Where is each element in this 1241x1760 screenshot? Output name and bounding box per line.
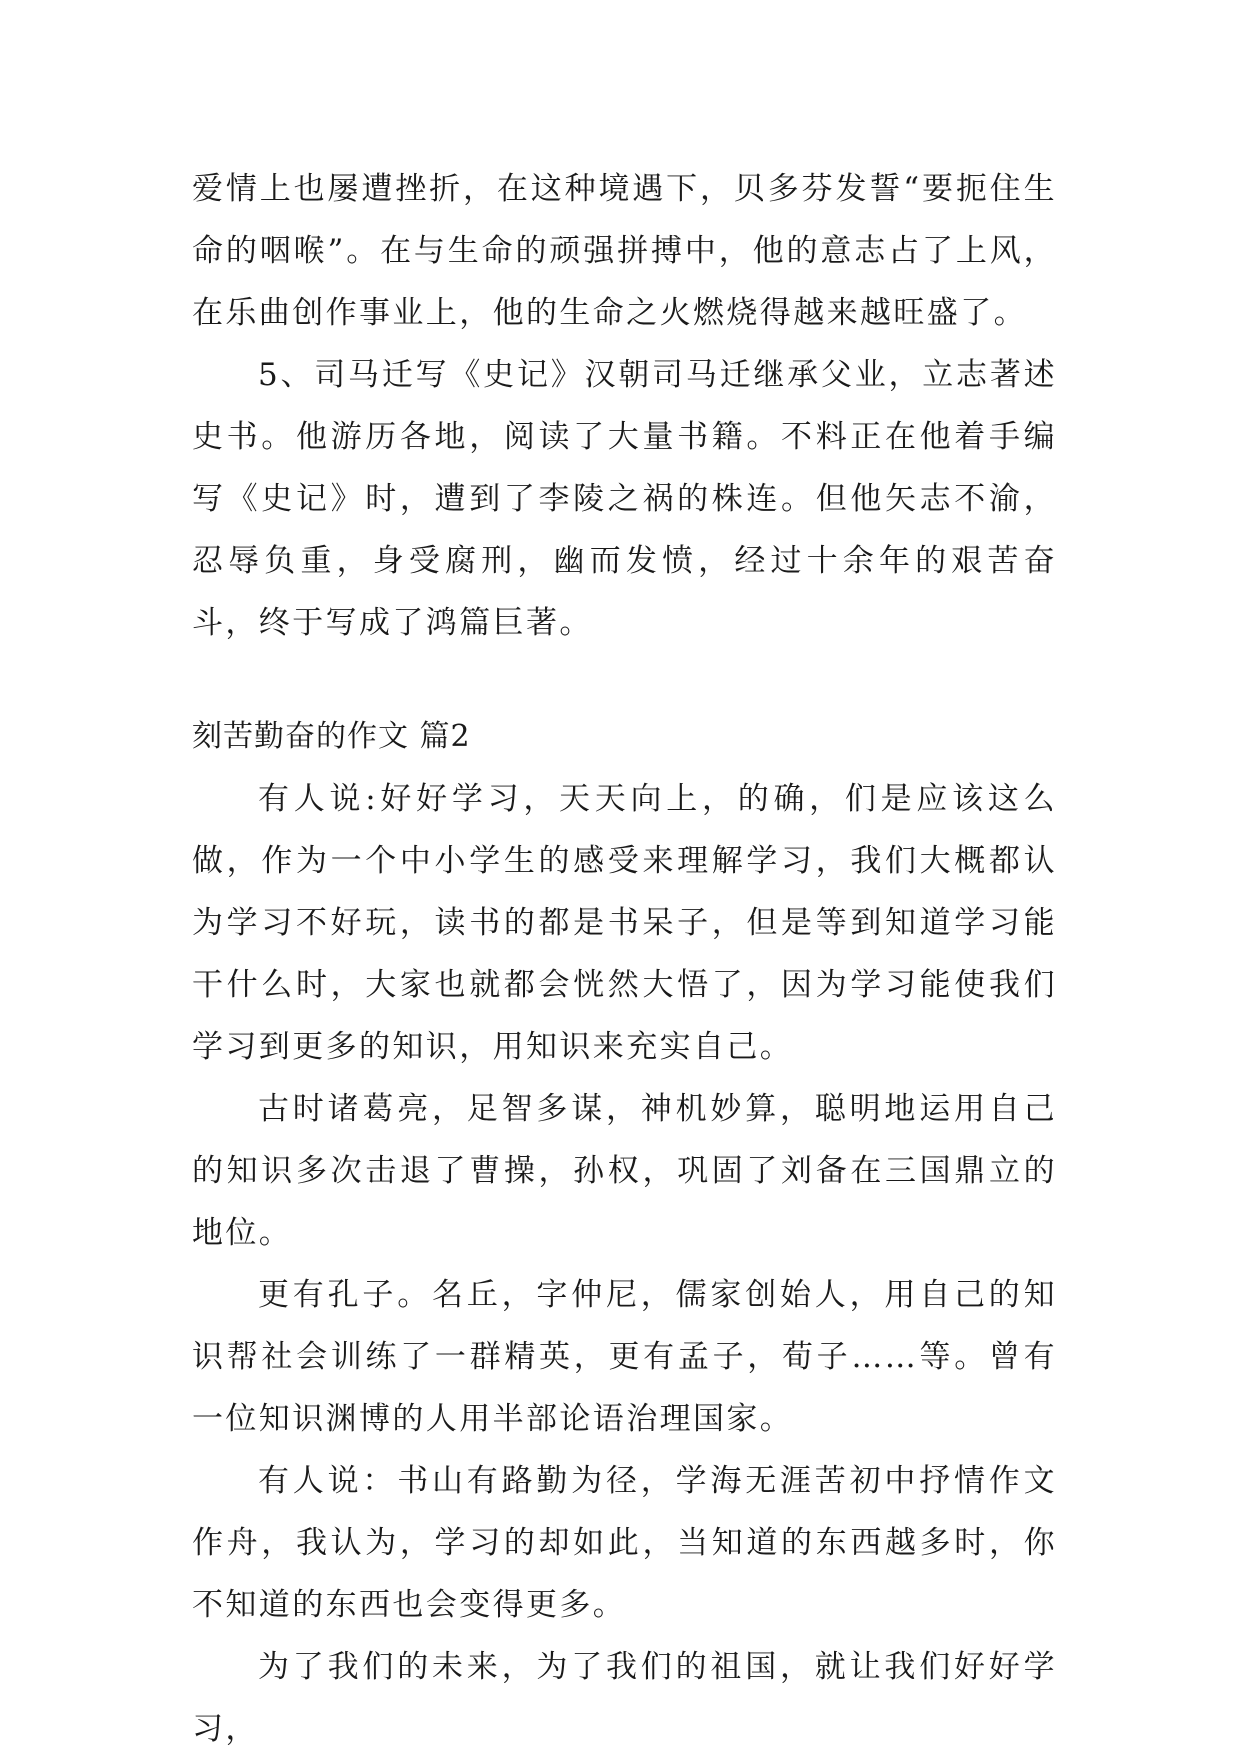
document-body — [192, 158, 1057, 1760]
paragraph-proverb: 有人说：书山有路勤为径，学海无涯苦初中抒情作文作舟，我认为，学习的却如此，当知道的东西越多时，你不知道的东西也会变得更多。 — [192, 1463, 1057, 1623]
section-heading: 刻苦勤奋的作文 篇2 — [192, 719, 471, 754]
paragraph-zhuge-liang: 古时诸葛亮，足智多谋，神机妙算，聪明地运用自己的知识多次击退了曹操，孙权，巩固了刘备在三国鼎立的地位。 — [192, 1091, 1057, 1251]
paragraph-closing: 为了我们的未来，为了我们的祖国，就让我们好好学习， — [192, 1649, 1057, 1747]
paragraph-sima-qian: 5、司马迁写《史记》汉朝司马迁继承父业，立志著述史书。他游历各地，阅读了大量书籍。不料正在他着手编写《史记》时，遭到了李陵之祸的株连。但他矢志不渝，忍辱负重，身受腐刑，幽而发愤，经过十余年的艰苦奋斗，终于写成了鸿篇巨著。 — [192, 357, 1057, 641]
paragraph-continued: 爱情上也屡遭挫折，在这种境遇下，贝多芬发誓“要扼住生命的咽喉”。在与生命的顽强拼搏中，他的意志占了上风，在乐曲创作事业上，他的生命之火燃烧得越来越旺盛了。 — [192, 171, 1057, 331]
paragraph-confucius: 更有孔子。名丘，字仲尼，儒家创始人，用自己的知识帮社会训练了一群精英，更有孟子，荀子……等。曾有一位知识渊博的人用半部论语治理国家。 — [192, 1277, 1057, 1437]
paragraph-intro: 有人说:好好学习，天天向上，的确，们是应该这么做，作为一个中小学生的感受来理解学习，我们大概都认为学习不好玩，读书的都是书呆子，但是等到知道学习能干什么时，大家也就都会恍然大悟了，因为学习能使我们学习到更多的知识，用知识来充实自己。 — [192, 781, 1057, 1065]
